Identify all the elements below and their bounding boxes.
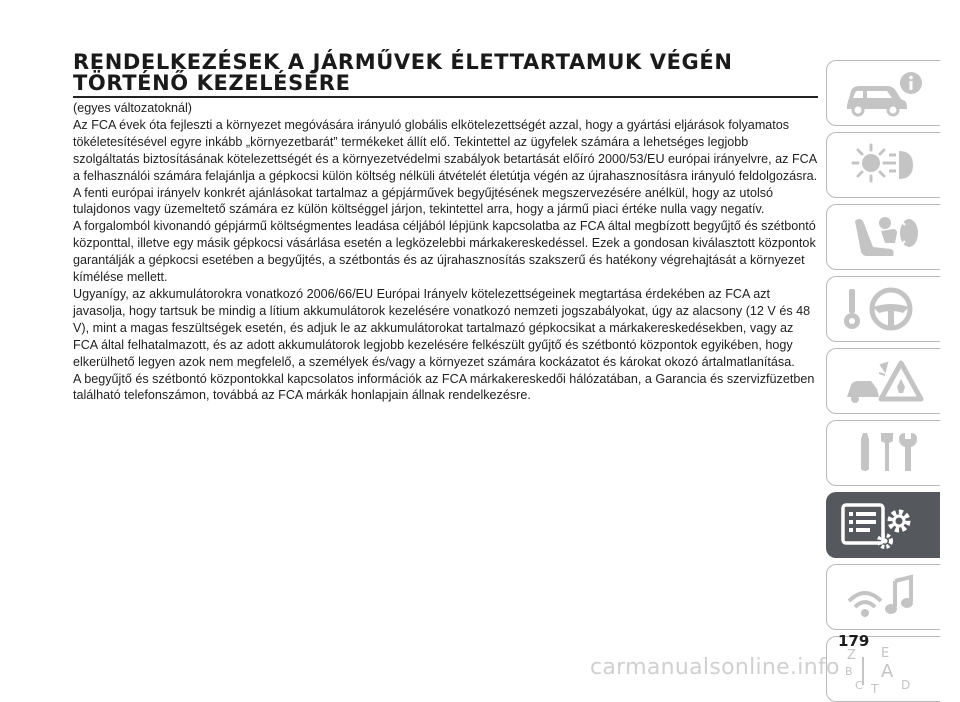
tab-multimedia[interactable] — [826, 564, 940, 630]
body-text — [73, 100, 818, 404]
index-letter-b: B — [845, 665, 853, 678]
title-divider — [73, 96, 818, 98]
tab-technical-specifications[interactable] — [826, 492, 940, 558]
paragraph-vehicle-return: A forgalomból kivonandó gépjármű költségmentes leadása céljából lépjünk kapcsolatba az FCA által megbízott begyűjtő és szétbontó központtal, illetve egy másik gépkocsi vásárlása esetén a legközelebbi márkakereskedéssel. Ezek a gondosan kiválasztott központok garantálják a gépkocsi esetében a begyűjtés, a szétbontás és az újrahasznosítás szakszerű és hatékony végrehajtását a környezet kímélése mellett. — [73, 219, 816, 285]
applicability-note: (egyes változatoknál) — [73, 101, 193, 115]
alphabetical-index-icon — [841, 645, 927, 695]
tab-safety[interactable] — [826, 204, 940, 270]
dashboard-lights-icon — [841, 141, 927, 191]
index-letter-e: E — [881, 646, 890, 661]
tab-getting-to-know-car[interactable] — [826, 60, 940, 126]
index-letter-c: C — [855, 679, 863, 692]
index-letter-t: T — [871, 682, 879, 695]
paragraph-fca-commitment: Az FCA évek óta fejleszti a környezet megóvására irányuló globális elkötelezettségét azzal, hogy a gyártási eljárások folyamatos tökéletesítésével egyre inkább „környezetbarát” termékeket állít elő. Tekintettel az ügyfelek számára a lehetséges legjobb szolgáltatás biztosításának kötelezettségét és a környezetvédelmi szabályok betartását előíró 2000/53/EU európai irányelvre, az FCA a felhasználói számára felajánlja a gépkocsi külön költség nélküli átvételét életútja végén az újrahasznosításra irányuló feldolgozásra. A fenti európai irányelv konkrét ajánlásokat tartalmaz a gépjárművek begyűjtésének megszervezésére anélkül, hogy az utolsó tulajdonos vagy üzemeltető számára ez külön költséggel járjon, tekintettel arra, hogy a jármű piaci értéke nulla vagy negatív. — [73, 117, 818, 217]
multimedia-music-icon — [841, 573, 927, 623]
key-steering-wheel-icon — [841, 285, 927, 335]
specifications-gear-icon — [841, 501, 927, 551]
page-title: RENDELKEZÉSEK A JÁRMŰVEK ÉLETTARTAMUK VÉGÉN TÖRTÉNŐ KEZELÉSÉRE — [73, 50, 733, 95]
car-info-icon — [841, 69, 927, 119]
page-number: 179 — [838, 632, 870, 650]
tab-in-emergency[interactable] — [826, 348, 940, 414]
tab-starting-driving[interactable] — [826, 276, 940, 342]
paragraph-contact-info: A begyűjtő és szétbontó központokkal kapcsolatos információk az FCA márkakereskedői hálózatában, a Garancia és szervizfüzetben található telefonszámon, továbbá az FCA márkák honlapjain állnak rendelkezésre. — [73, 371, 815, 403]
warning-triangle-car-icon — [841, 357, 927, 407]
watermark: carmanualsonline.info — [590, 655, 840, 680]
wrench-tools-icon — [841, 429, 927, 479]
paragraph-battery-directive: Ugyanígy, az akkumulátorokra vonatkozó 2006/66/EU Európai Irányelv kötelezettségeinek megtartása érdekében az FCA azt javasolja, hogy tartsuk be mindig a lítium akkumulátorok kezelésére vonatkozó nemzeti jogszabályokat, úgy az alacsony (12 V és 48 V), mint a magas feszültségek esetén, és adjuk le az akkumulátorokat tartalmazó gépkocsikat a márkakereskedésekben, vagy az FCA által felhatalmazott, és az adott akkumulátorok legjobb kezelésére felkészült gyűjtő és szétbontó központok egyikében, hogy elkerülhető legyen azok nem megfelelő, a személyek és/vagy a környezet számára kockázatot és károkat okozó ártalmatlanítása. — [73, 286, 811, 369]
index-letter-z: Z — [847, 648, 856, 663]
tab-dashboard[interactable] — [826, 132, 940, 198]
tab-servicing-care[interactable] — [826, 420, 940, 486]
index-letter-d: D — [901, 678, 911, 692]
seat-airbag-icon — [841, 213, 927, 263]
index-letter-a: A — [881, 661, 894, 682]
